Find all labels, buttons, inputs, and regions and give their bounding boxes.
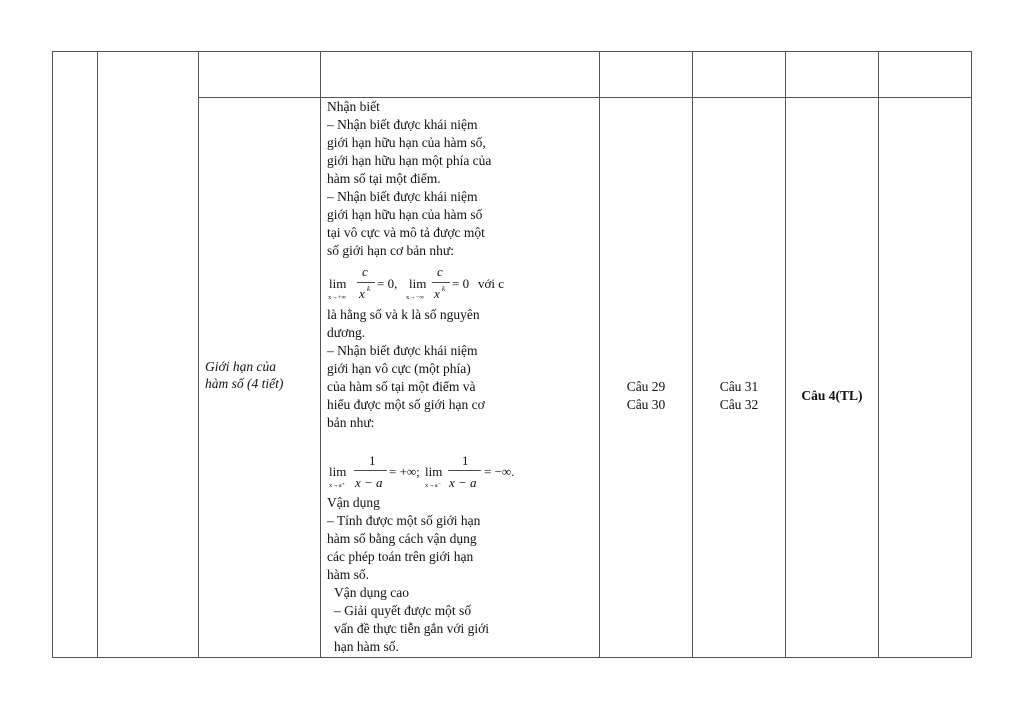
outcome-line: bản như: — [327, 415, 375, 430]
outcome-line: hạn hàm số. — [334, 639, 399, 654]
questions-apply: Câu 4(TL) — [801, 388, 863, 403]
formula-eq: = −∞. — [484, 464, 515, 479]
formula-tail: với c — [478, 276, 505, 291]
formula-num: c — [437, 264, 443, 279]
outcome-line: hàm số tại một điểm. — [327, 171, 441, 186]
questions-recognize — [600, 378, 692, 414]
outcome-line: dương. — [327, 325, 366, 340]
outcome-line: giới hạn vô cực (một phía) — [327, 361, 471, 376]
outcome-line: giới hạn hữu hạn của hàm số — [327, 207, 483, 222]
formula-eq: = +∞; — [389, 464, 420, 479]
formula-den: x — [359, 286, 365, 301]
lesson-name-line: Giới hạn của — [205, 359, 276, 374]
formula-exp: k — [367, 285, 371, 293]
outcome-line: Vận dụng — [327, 495, 380, 510]
outcome-line: của hàm số tại một điểm và — [327, 379, 476, 394]
formula-sub: x→a⁺ — [329, 482, 346, 489]
outcome-line: Vận dụng cao — [334, 585, 409, 600]
formula-lim: lim — [329, 276, 347, 291]
learning-outcomes-apply — [327, 494, 489, 656]
question-item: Câu 29 — [626, 379, 666, 394]
formula-sub: x→a⁻ — [425, 482, 442, 489]
outcome-line: số giới hạn cơ bản như: — [327, 243, 454, 258]
formula-exp: k — [442, 285, 446, 293]
outcome-line: giới hạn hữu hạn của hàm số, — [327, 135, 486, 150]
outcome-line: – Tính được một số giới hạn — [327, 513, 481, 528]
lesson-name-line: hàm số (4 tiết) — [205, 376, 284, 391]
lesson-name — [205, 358, 283, 392]
formula-eq: = 0 — [452, 276, 470, 291]
formula-limit-infinity — [327, 262, 527, 309]
outcome-line: là hằng số và k là số nguyên — [327, 307, 480, 322]
outcome-line: – Nhận biết được khái niệm — [327, 189, 478, 204]
outcome-line: vấn đề thực tiễn gắn với giới — [334, 621, 490, 636]
formula-num: 1 — [369, 453, 376, 468]
learning-outcomes-cont — [327, 306, 485, 432]
outcome-line: hàm số. — [327, 567, 369, 582]
formula-sub: x→−∞ — [406, 294, 425, 301]
formula-den: x — [434, 286, 440, 301]
outcome-line: hàm số bằng cách vận dụng — [327, 531, 477, 546]
outcome-line: – Giải quyết được một số — [334, 603, 472, 618]
outcome-line: Nhận biết — [327, 99, 380, 114]
outcome-line: – Nhận biết được khái niệm — [327, 343, 478, 358]
formula-lim: lim — [425, 464, 443, 479]
formula-num: 1 — [462, 453, 469, 468]
outcome-line: các phép toán trên giới hạn — [327, 549, 474, 564]
question-item: Câu 32 — [719, 397, 759, 412]
outcome-line: – Nhận biết được khái niệm — [327, 117, 478, 132]
formula-sub: x→+∞ — [328, 294, 347, 301]
formula-num: c — [362, 264, 368, 279]
formula-limit-one-sided — [327, 450, 537, 499]
formula-lim: lim — [329, 464, 347, 479]
formula-den: x − a — [449, 475, 477, 490]
question-item: Câu 31 — [719, 379, 759, 394]
outcome-line: giới hạn hữu hạn một phía của — [327, 153, 492, 168]
outcome-line: tại vô cực và mô tả được một — [327, 225, 485, 240]
formula-den: x − a — [355, 475, 383, 490]
question-item: Câu 30 — [626, 397, 666, 412]
formula-lim: lim — [409, 276, 427, 291]
learning-outcomes — [327, 98, 491, 260]
outcome-line: hiểu được một số giới hạn cơ — [327, 397, 485, 412]
formula-eq: = 0, — [377, 276, 398, 291]
questions-understand — [693, 378, 785, 414]
